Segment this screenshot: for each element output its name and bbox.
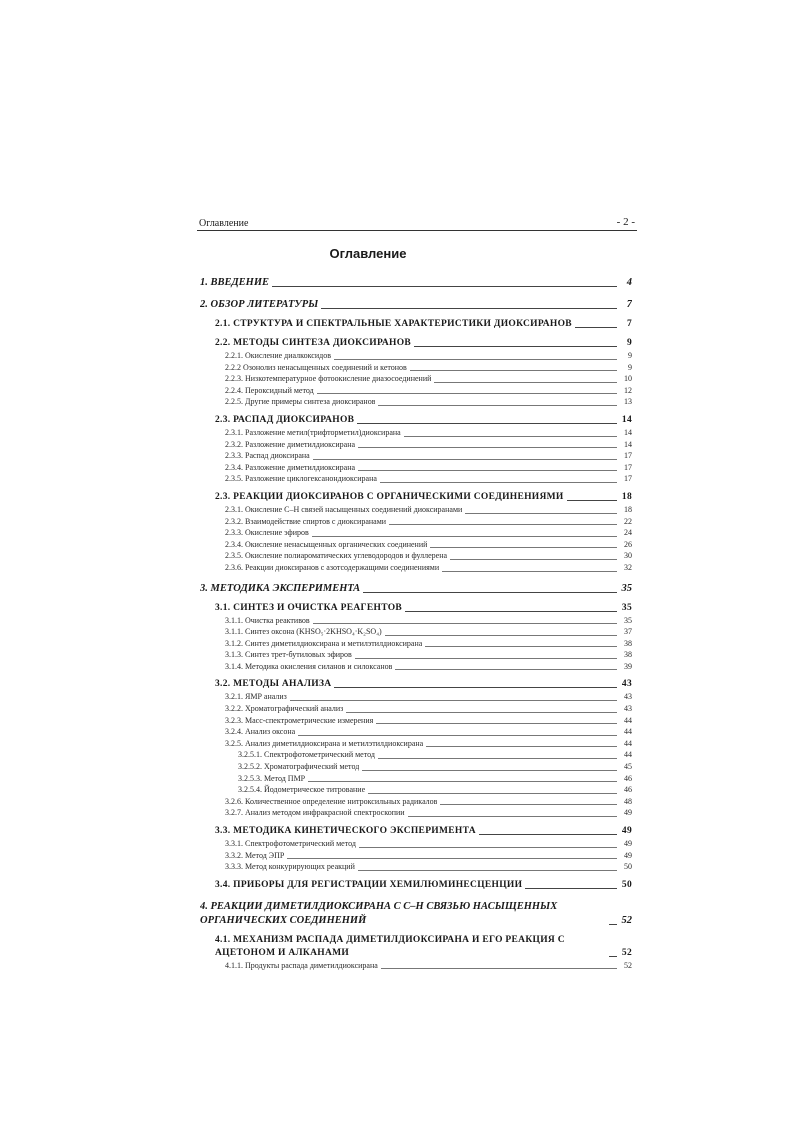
toc-entry-page: 7 bbox=[626, 299, 632, 310]
toc-entry-label: 3.1.1. Очистка реактивов bbox=[225, 615, 310, 625]
toc-entry bbox=[200, 715, 632, 727]
toc-entry bbox=[200, 539, 632, 551]
toc-entry-page: 22 bbox=[624, 516, 632, 526]
toc-leader-line bbox=[321, 308, 617, 309]
toc-entry-label: 2.3.6. Реакции диоксиранов с азотсодержащими соединениями bbox=[225, 562, 440, 572]
running-title: Оглавление bbox=[199, 218, 249, 229]
toc-leader-line bbox=[368, 793, 617, 794]
toc-entry bbox=[200, 784, 632, 796]
toc-leader-line bbox=[410, 370, 617, 371]
toc-leader-line bbox=[376, 723, 617, 724]
toc-entry-page: 35 bbox=[624, 615, 632, 625]
toc-leader-line bbox=[567, 500, 617, 501]
toc-entry bbox=[200, 298, 632, 312]
toc-leader-line bbox=[355, 658, 617, 659]
toc-entry-label: 2.2.2 Озонолиз ненасыщенных соединений и кетонов bbox=[225, 362, 407, 372]
toc-entry bbox=[200, 462, 632, 474]
toc-entry bbox=[200, 427, 632, 439]
toc-entry-page: 43 bbox=[624, 692, 632, 702]
toc-entry-page: 44 bbox=[624, 750, 632, 760]
toc-entry bbox=[200, 691, 632, 703]
toc-entry bbox=[200, 726, 632, 738]
toc-entry-page: 52 bbox=[621, 914, 632, 926]
toc-entry-label: 2.3.2. Разложение диметилдиоксирана bbox=[225, 439, 356, 449]
toc-entry bbox=[200, 738, 632, 750]
toc-leader-line bbox=[440, 804, 617, 805]
toc-entry-page: 7 bbox=[626, 319, 632, 329]
toc-entry-label: 3.3.3. Метод конкурирующих реакций bbox=[225, 862, 355, 872]
toc-entry-page: 9 bbox=[628, 351, 632, 360]
toc-entry-page: 35 bbox=[621, 602, 632, 613]
page-header bbox=[197, 216, 637, 231]
toc-entry bbox=[200, 773, 632, 785]
toc-leader-line bbox=[426, 746, 617, 747]
toc-entry bbox=[200, 450, 632, 462]
toc-leader-line bbox=[317, 393, 617, 394]
toc-leader-line bbox=[378, 405, 617, 406]
toc-entry bbox=[200, 838, 632, 850]
toc-entry-label: 3.2.3. Масс-спектрометрические измерения bbox=[225, 715, 374, 725]
toc-leader-line bbox=[287, 858, 617, 859]
toc-entry-label: 3.2.5.4. Йодометрическое титрование bbox=[238, 785, 366, 795]
toc-leader-line bbox=[298, 735, 617, 736]
toc-entry-page: 50 bbox=[624, 862, 632, 872]
toc-entry-label: 2.2.3. Низкотемпературное фотоокисление диазосоединений bbox=[225, 374, 432, 384]
toc-entry-page: 30 bbox=[624, 551, 632, 561]
toc-entry-label: 3.3. МЕТОДИКА КИНЕТИЧЕСКОГО ЭКСПЕРИМЕНТА bbox=[215, 826, 476, 836]
toc-entry-page: 37 bbox=[624, 627, 632, 637]
toc-entry bbox=[200, 350, 632, 362]
toc-entry-label: 3.1.1. Синтез оксона (KHSO₅·2KHSO₄·K₂SO₄) bbox=[225, 627, 382, 637]
toc-entry-label: 4. РЕАКЦИИ ДИМЕТИЛДИОКСИРАНА С С–Н СВЯЗЬЮ НАСЫЩЕННЫХ ОРГАНИЧЕСКИХ СОЕДИНЕНИЙ bbox=[200, 900, 558, 926]
toc-leader-line bbox=[312, 536, 617, 537]
toc-entry-label: 2.3.3. Распад диоксирана bbox=[225, 451, 310, 461]
toc-entry-label: 3.3.1. Спектрофотометрический метод bbox=[225, 839, 356, 848]
toc-leader-line bbox=[609, 956, 617, 957]
toc-entry-page: 14 bbox=[621, 414, 632, 425]
toc-leader-line bbox=[389, 524, 617, 525]
toc-entry-page: 17 bbox=[624, 462, 632, 472]
toc-entry-label: 3.1.3. Синтез трет-бутиловых эфиров bbox=[225, 650, 352, 660]
toc-entry bbox=[200, 562, 632, 574]
toc-entry-page: 43 bbox=[624, 704, 632, 714]
toc-leader-line bbox=[380, 482, 617, 483]
toc-entry-label: 3.1. СИНТЕЗ И ОЧИСТКА РЕАГЕНТОВ bbox=[215, 602, 403, 613]
toc-entry bbox=[200, 879, 632, 892]
toc-entry-page: 13 bbox=[624, 397, 632, 407]
toc-leader-line bbox=[359, 847, 617, 848]
toc-leader-line bbox=[313, 623, 617, 624]
toc-leader-line bbox=[395, 669, 617, 670]
toc-entry-label: 3.1.4. Методика окисления силанов и силоксанов bbox=[225, 661, 393, 671]
toc-entry bbox=[200, 960, 632, 972]
toc-entry-label: 2.3.4. Разложение диметилдиоксирана bbox=[225, 462, 356, 472]
toc-entry-label: 2.3. РЕАКЦИИ ДИОКСИРАНОВ С ОРГАНИЧЕСКИМИ СОЕДИНЕНИЯМИ bbox=[215, 491, 564, 502]
toc-entry bbox=[200, 934, 632, 960]
toc-leader-line bbox=[358, 470, 617, 471]
toc-entry-page: 49 bbox=[624, 808, 632, 818]
toc-entry bbox=[200, 362, 632, 374]
toc-title: Оглавление bbox=[329, 246, 407, 261]
toc-entry bbox=[200, 385, 632, 397]
toc-entry-page: 12 bbox=[624, 385, 632, 395]
toc-entry-page: 18 bbox=[621, 491, 632, 502]
toc-entry-page: 52 bbox=[624, 960, 632, 970]
toc-entry-page: 49 bbox=[624, 850, 632, 860]
toc-entry-page: 46 bbox=[624, 773, 632, 783]
toc-leader-line bbox=[479, 834, 617, 835]
toc-leader-line bbox=[308, 781, 617, 782]
toc-entry-page: 49 bbox=[621, 826, 632, 836]
toc-leader-line bbox=[362, 770, 617, 771]
toc-leader-line bbox=[465, 513, 617, 514]
toc-entry bbox=[200, 582, 632, 596]
toc-entry-page: 48 bbox=[624, 796, 632, 806]
toc-entry bbox=[200, 678, 632, 691]
toc-leader-line bbox=[334, 359, 617, 360]
toc-entry-page: 44 bbox=[624, 715, 632, 725]
toc-entry-page: 39 bbox=[624, 661, 632, 671]
toc-entry-page: 24 bbox=[624, 528, 632, 538]
toc-entry-page: 49 bbox=[624, 839, 632, 848]
toc-leader-line bbox=[414, 346, 617, 347]
toc-entry-page: 50 bbox=[621, 879, 632, 890]
toc-entry-label: 3.2. МЕТОДЫ АНАЛИЗА bbox=[215, 679, 332, 690]
toc-leader-line bbox=[575, 327, 617, 328]
toc-entry bbox=[200, 602, 632, 615]
toc-leader-line bbox=[290, 700, 617, 701]
toc-entry bbox=[200, 439, 632, 451]
toc-entry bbox=[200, 796, 632, 808]
toc-leader-line bbox=[346, 712, 617, 713]
toc-entry-page: 44 bbox=[624, 738, 632, 748]
toc-leader-line bbox=[425, 646, 617, 647]
toc-entry bbox=[200, 638, 632, 650]
toc-entry bbox=[200, 825, 632, 838]
toc-entry-label: 2.2.4. Пероксидный метод bbox=[225, 385, 314, 395]
toc-entry-page: 26 bbox=[624, 539, 632, 549]
toc-entry-label: 3.2.4. Анализ оксона bbox=[225, 727, 296, 737]
toc-entry-label: 4.1.1. Продукты распада диметилдиоксирана bbox=[225, 960, 378, 970]
toc-entry-label: 3.2.5.1. Спектрофотометрический метод bbox=[238, 750, 375, 760]
toc-leader-line bbox=[450, 559, 617, 560]
toc-entry-page: 10 bbox=[624, 374, 632, 384]
toc-entry bbox=[200, 318, 632, 331]
toc-entry bbox=[200, 527, 632, 539]
toc-entry-page: 9 bbox=[626, 338, 632, 348]
toc-entry-label: 2.1. СТРУКТУРА И СПЕКТРАЛЬНЫЕ ХАРАКТЕРИСТИКИ ДИОКСИРАНОВ bbox=[215, 319, 572, 329]
toc-entry-page: 9 bbox=[628, 362, 632, 372]
toc-entry-label: 2.2.5. Другие примеры синтеза диоксиранов bbox=[225, 397, 376, 407]
toc-entry bbox=[200, 749, 632, 761]
toc-entry-page: 17 bbox=[624, 474, 632, 484]
toc-entry-label: 2.3.3. Окисление эфиров bbox=[225, 528, 309, 538]
toc-leader-line bbox=[358, 447, 617, 448]
toc-entry-page: 43 bbox=[621, 679, 632, 690]
toc-entry-label: 3.3.2. Метод ЭПР bbox=[225, 850, 285, 860]
toc-entry-label: 3.2.5.2. Хроматографический метод bbox=[238, 762, 360, 772]
toc-leader-line bbox=[381, 968, 617, 969]
toc-entry bbox=[200, 626, 632, 638]
toc-entry-label: 2.3.2. Взаимодействие спиртов с диоксиранами bbox=[225, 516, 387, 526]
toc-entry bbox=[200, 661, 632, 673]
toc-entry-page: 32 bbox=[624, 562, 632, 572]
toc-entry-label: 3. МЕТОДИКА ЭКСПЕРИМЕНТА bbox=[200, 582, 361, 594]
toc-entry-label: 2.3.5. Окисление полиароматических углеводородов и фуллерена bbox=[225, 551, 448, 561]
toc-entry bbox=[200, 807, 632, 819]
toc-entry-page: 35 bbox=[621, 582, 632, 594]
toc-leader-line bbox=[434, 382, 617, 383]
toc-entry bbox=[200, 861, 632, 873]
toc-leader-line bbox=[334, 687, 617, 688]
toc-entry-label: 2.3. РАСПАД ДИОКСИРАНОВ bbox=[215, 414, 355, 425]
toc-entry bbox=[200, 473, 632, 485]
toc-entry-label: 1. ВВЕДЕНИЕ bbox=[200, 277, 270, 288]
toc-entry bbox=[200, 504, 632, 516]
toc-entry-label: 3.4. ПРИБОРЫ ДЛЯ РЕГИСТРАЦИИ ХЕМИЛЮМИНЕСЦЕНЦИИ bbox=[215, 879, 523, 890]
table-of-contents bbox=[200, 268, 632, 971]
toc-leader-line bbox=[358, 870, 617, 871]
toc-entry bbox=[200, 337, 632, 350]
toc-entry-label: 3.2.1. ЯМР анализ bbox=[225, 692, 287, 702]
toc-leader-line bbox=[442, 571, 617, 572]
toc-entry-label: 3.2.5. Анализ диметилдиоксирана и метилэтилдиоксирана bbox=[225, 738, 424, 748]
toc-entry bbox=[200, 396, 632, 408]
toc-entry-page: 44 bbox=[624, 727, 632, 737]
toc-leader-line bbox=[357, 423, 617, 424]
toc-entry-page: 46 bbox=[624, 785, 632, 795]
toc-leader-line bbox=[363, 592, 617, 593]
toc-entry bbox=[200, 491, 632, 504]
toc-entry-label: 3.2.7. Анализ методом инфракрасной спектроскопии bbox=[225, 808, 405, 818]
toc-leader-line bbox=[430, 547, 617, 548]
toc-entry bbox=[200, 615, 632, 627]
toc-entry-page: 38 bbox=[624, 638, 632, 648]
toc-entry bbox=[200, 373, 632, 385]
toc-entry-label: 3.2.2. Хроматографический анализ bbox=[225, 704, 344, 714]
toc-entry-label: 3.1.2. Синтез диметилдиоксирана и метилэтилдиоксирана bbox=[225, 638, 423, 648]
toc-entry-page: 38 bbox=[624, 650, 632, 660]
toc-entry bbox=[200, 850, 632, 862]
toc-leader-line bbox=[405, 611, 617, 612]
page-number: - 2 - bbox=[616, 216, 635, 228]
toc-entry bbox=[200, 649, 632, 661]
toc-entry bbox=[200, 761, 632, 773]
toc-entry bbox=[200, 414, 632, 427]
toc-entry-page: 4 bbox=[626, 277, 632, 288]
toc-leader-line bbox=[272, 286, 617, 287]
toc-entry-page: 14 bbox=[624, 427, 632, 437]
toc-entry-label: 4.1. МЕХАНИЗМ РАСПАДА ДИМЕТИЛДИОКСИРАНА И ЕГО РЕАКЦИЯ С АЦЕТОНОМ И АЛКАНАМИ bbox=[215, 934, 565, 958]
toc-entry bbox=[200, 550, 632, 562]
toc-leader-line bbox=[378, 758, 617, 759]
toc-entry-page: 18 bbox=[624, 504, 632, 514]
toc-entry bbox=[200, 276, 632, 290]
toc-leader-line bbox=[525, 888, 617, 889]
toc-entry-label: 2.2. МЕТОДЫ СИНТЕЗА ДИОКСИРАНОВ bbox=[215, 338, 412, 348]
toc-entry-label: 2.3.1. Разложение метил(трифторметил)диоксирана bbox=[225, 427, 401, 437]
toc-leader-line bbox=[313, 459, 617, 460]
toc-entry-label: 3.2.6. Количественное определение нитроксильных радикалов bbox=[225, 796, 438, 806]
toc-leader-line bbox=[385, 635, 617, 636]
toc-entry-page: 14 bbox=[624, 439, 632, 449]
toc-leader-line bbox=[408, 816, 617, 817]
toc-entry bbox=[200, 703, 632, 715]
toc-entry-label: 2.3.5. Разложение циклогексанондиоксирана bbox=[225, 474, 377, 484]
toc-entry-label: 2. ОБЗОР ЛИТЕРАТУРЫ bbox=[200, 299, 319, 310]
toc-leader-line bbox=[404, 436, 617, 437]
toc-entry-label: 2.2.1. Окисление диалкоксидов bbox=[225, 351, 331, 360]
toc-entry bbox=[200, 516, 632, 528]
toc-entry-label: 3.2.5.3. Метод ПМР bbox=[238, 773, 306, 783]
toc-leader-line bbox=[609, 924, 617, 925]
toc-entry-label: 2.3.1. Окисление С–Н связей насыщенных соединений диоксиранами bbox=[225, 504, 463, 514]
toc-entry-page: 17 bbox=[624, 451, 632, 461]
toc-entry-page: 52 bbox=[621, 947, 632, 958]
toc-entry-label: 2.3.4. Окисление ненасыщенных органических соединений bbox=[225, 539, 428, 549]
toc-entry-page: 45 bbox=[624, 762, 632, 772]
toc-entry bbox=[200, 900, 632, 928]
